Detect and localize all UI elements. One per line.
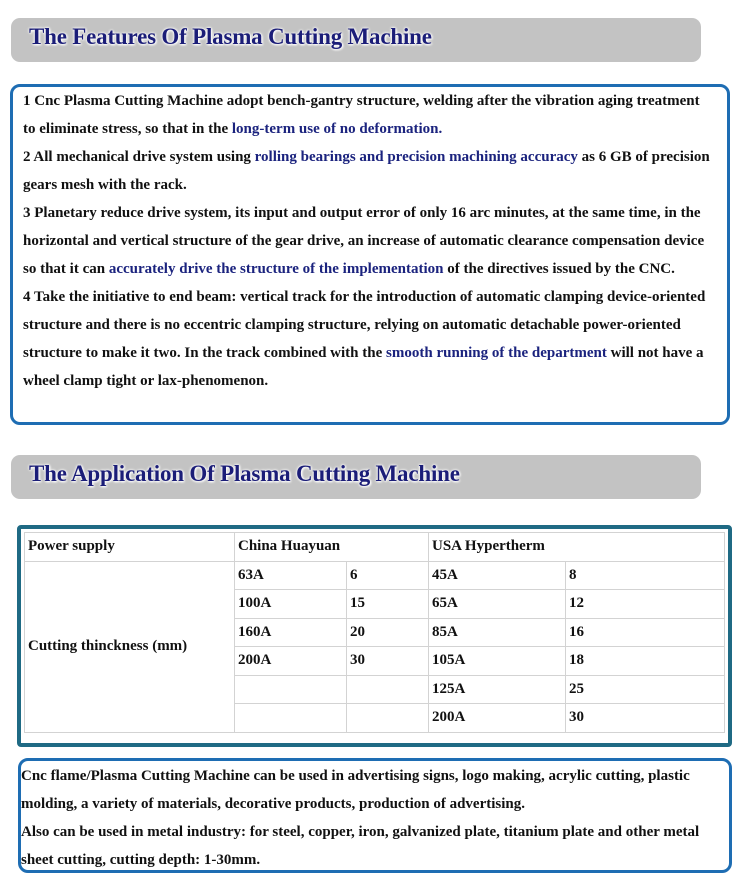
feature-item	[23, 283, 713, 395]
us-mm-cell: 16	[566, 618, 725, 647]
us-amp-cell: 85A	[429, 618, 566, 647]
feature-item	[23, 199, 713, 283]
application-title: The Application Of Plasma Cutting Machine	[29, 461, 460, 486]
features-title: The Features Of Plasma Cutting Machine	[29, 24, 432, 49]
us-amp-cell: 65A	[429, 590, 566, 619]
us-mm-cell: 18	[566, 647, 725, 676]
feature-text: will not have a wheel clamp tight or lax-phenomenon.	[23, 345, 704, 389]
us-amp-cell: 200A	[429, 704, 566, 733]
feature-text: 2 All mechanical drive system using	[23, 149, 255, 165]
us-amp-cell: 45A	[429, 561, 566, 590]
feature-text: 1 Cnc Plasma Cutting Machine adopt bench-gantry structure, welding after the vibration aging treatment to eliminate stress, so that in the	[23, 93, 700, 137]
feature-item	[23, 143, 713, 199]
application-text	[21, 762, 721, 874]
features-section-header	[11, 18, 701, 62]
us-mm-cell: 25	[566, 675, 725, 704]
feature-item	[23, 87, 713, 143]
feature-text: of the directives issued by the CNC.	[443, 261, 675, 277]
row-label-cutting-thickness: Cutting thinckness (mm)	[25, 561, 235, 732]
us-mm-cell: 8	[566, 561, 725, 590]
spec-table	[24, 532, 725, 733]
features-box	[10, 84, 730, 425]
application-box	[18, 758, 732, 873]
feature-text: 4 Take the initiative to end beam: vertical track for the introduction of automatic clamping device-oriented structure and there is no eccentric clamping structure, relying on automatic detachable power-oriented structure to make it two. In the track combined with the	[23, 289, 706, 361]
us-mm-cell: 30	[566, 704, 725, 733]
cn-amp-cell	[235, 675, 347, 704]
feature-highlight: smooth running of the department	[386, 345, 607, 361]
cn-amp-cell: 160A	[235, 618, 347, 647]
application-section-header	[11, 455, 701, 499]
cn-mm-cell: 6	[347, 561, 429, 590]
cn-mm-cell	[347, 704, 429, 733]
feature-text: as 6 GB of precision gears mesh with the rack.	[23, 149, 710, 193]
header-usa-hypertherm: USA Hypertherm	[429, 533, 725, 562]
application-paragraph: Also can be used in metal industry: for steel, copper, iron, galvanized plate, titanium plate and other metal sheet cutting, cutting depth: 1-30mm.	[21, 824, 700, 868]
cn-mm-cell: 20	[347, 618, 429, 647]
header-power-supply: Power supply	[25, 533, 235, 562]
feature-highlight: long-term use of no deformation.	[231, 121, 443, 137]
cn-mm-cell: 30	[347, 647, 429, 676]
table-header-row	[25, 533, 725, 562]
us-amp-cell: 125A	[429, 675, 566, 704]
header-china-huayuan: China Huayuan	[235, 533, 429, 562]
features-list	[23, 87, 713, 395]
cn-mm-cell	[347, 675, 429, 704]
cn-amp-cell: 200A	[235, 647, 347, 676]
us-amp-cell: 105A	[429, 647, 566, 676]
feature-text: 3 Planetary reduce drive system, its input and output error of only 16 arc minutes, at the same time, in the horizontal and vertical structure of the gear drive, an increase of automatic clearance compensation device so that it can	[23, 205, 705, 277]
cn-amp-cell: 100A	[235, 590, 347, 619]
feature-highlight: rolling bearings and precision machining accuracy	[254, 149, 578, 165]
application-paragraph: Cnc flame/Plasma Cutting Machine can be used in advertising signs, logo making, acrylic cutting, plastic molding, a variety of materials, decorative products, production of advertising.	[21, 768, 690, 812]
cn-amp-cell	[235, 704, 347, 733]
us-mm-cell: 12	[566, 590, 725, 619]
cn-mm-cell: 15	[347, 590, 429, 619]
cn-amp-cell: 63A	[235, 561, 347, 590]
table-row	[25, 561, 725, 590]
feature-highlight: accurately drive the structure of the implementation	[108, 261, 444, 277]
spec-table-box	[17, 525, 732, 747]
